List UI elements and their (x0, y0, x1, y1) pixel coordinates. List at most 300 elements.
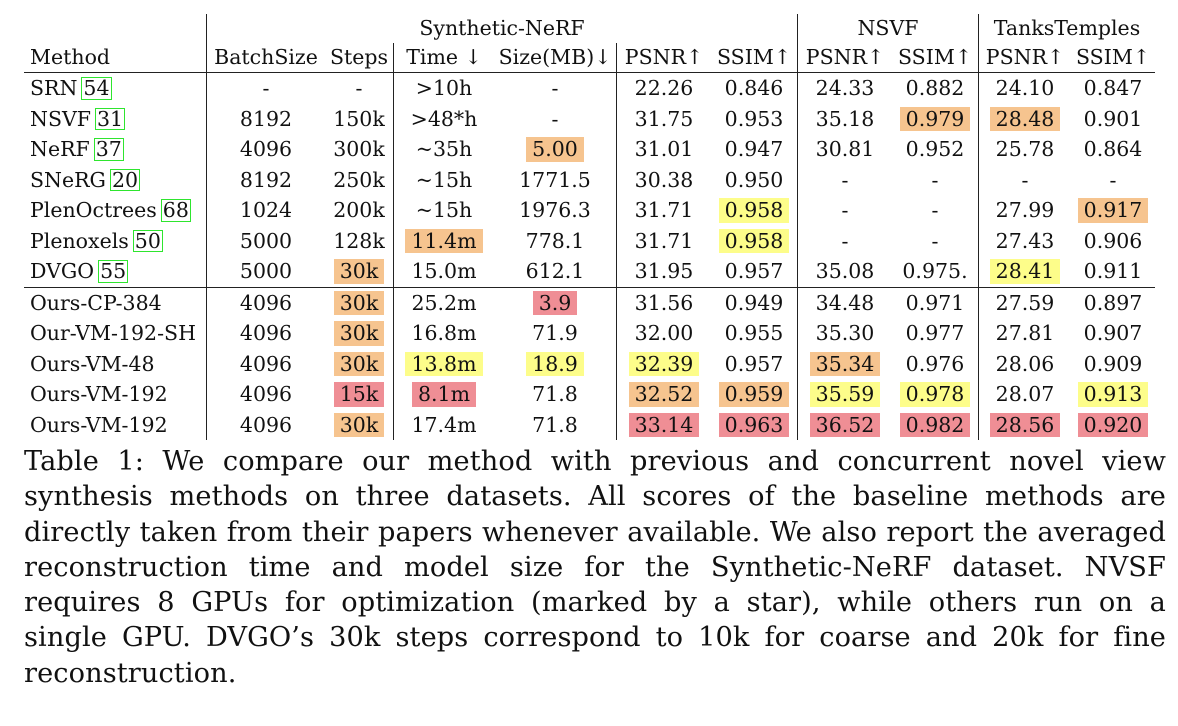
cell-psnr-synthetic-value: 31.71 (634, 228, 694, 253)
cell-method (24, 410, 207, 441)
cell-time (394, 104, 495, 135)
cell-steps (325, 349, 394, 380)
cell-time (394, 165, 495, 196)
cell-size (494, 134, 617, 165)
cell-ssim-tanks (1071, 226, 1155, 257)
cell-size (494, 410, 617, 441)
cell-ssim-synthetic (711, 349, 798, 380)
cell-time (394, 287, 495, 318)
cell-time-value: 25.2m (411, 290, 477, 315)
table-row (24, 195, 1155, 226)
cell-method (24, 104, 207, 135)
col-header-method: Method (24, 43, 207, 73)
cell-ssim-synthetic-value: 0.846 (724, 76, 784, 100)
cell-psnr-synthetic (617, 134, 712, 165)
cell-method (24, 134, 207, 165)
cell-ssim-tanks (1071, 349, 1155, 380)
cell-ssim-synthetic (711, 410, 798, 441)
cell-time (394, 318, 495, 349)
method-name: Ours-CP-384 (30, 290, 162, 315)
cell-psnr-tanks (979, 104, 1072, 135)
cell-size (494, 287, 617, 318)
cell-ssim-tanks-value: 0.906 (1083, 228, 1143, 253)
cell-method (24, 349, 207, 380)
cell-batchsize (207, 318, 326, 349)
group-header-nsvf: NSVF (798, 14, 979, 43)
cell-batchsize-value: 4096 (239, 290, 293, 315)
cell-method (24, 195, 207, 226)
cell-ssim-nsvf-value: 0.976 (905, 351, 965, 376)
cell-time (394, 226, 495, 257)
cell-time-value: ~15h (415, 167, 473, 192)
cell-ssim-synthetic (711, 165, 798, 196)
cell-time (394, 410, 495, 441)
cell-psnr-synthetic-value: 32.39 (629, 352, 700, 377)
cell-ssim-synthetic-value: 0.949 (724, 290, 784, 315)
cell-ssim-tanks-value: 0.917 (1078, 198, 1149, 223)
cell-time-value: 17.4m (411, 412, 477, 437)
caption-line: synthesis methods on three datasets. All scores of the baseline methods are (24, 481, 1166, 513)
cell-size (494, 104, 617, 135)
cell-steps (325, 73, 394, 104)
cell-time-value: 11.4m (405, 229, 482, 254)
cell-psnr-synthetic-value: 30.38 (634, 167, 694, 192)
cell-ssim-nsvf (892, 256, 979, 287)
cell-psnr-synthetic-value: 31.95 (634, 259, 694, 283)
method-name: NSVF (30, 106, 92, 131)
cell-size (494, 379, 617, 410)
cell-size-value: 71.9 (532, 321, 578, 345)
cell-ssim-tanks-value: 0.901 (1083, 106, 1143, 131)
cell-ssim-synthetic (711, 256, 798, 287)
cell-psnr-synthetic (617, 349, 712, 380)
caption-line: requires 8 GPUs for optimization (marked by a star), while others run on a (24, 587, 1166, 619)
table-column-header-row (24, 43, 1155, 73)
cell-size (494, 349, 617, 380)
group-header-tanks: TanksTemples (979, 14, 1156, 43)
cell-ssim-tanks (1071, 195, 1155, 226)
cell-steps (325, 379, 394, 410)
cell-psnr-synthetic-value: 31.75 (634, 106, 694, 131)
cell-size-value: 71.8 (532, 412, 578, 437)
cell-ssim-nsvf-value: - (931, 198, 939, 222)
cell-ssim-nsvf-value: 0.975. (902, 259, 968, 283)
cell-size-value: 71.8 (532, 382, 578, 406)
cell-batchsize-value: - (262, 76, 270, 100)
cell-psnr-synthetic (617, 379, 712, 410)
cell-ssim-nsvf (892, 349, 979, 380)
cell-steps (325, 256, 394, 287)
cell-psnr-tanks (979, 379, 1072, 410)
cell-psnr-nsvf-value: 35.34 (810, 352, 881, 377)
cell-ssim-synthetic (711, 195, 798, 226)
cell-size (494, 195, 617, 226)
col-header-batchsize: BatchSize (207, 43, 326, 73)
table-row (24, 134, 1155, 165)
table-body (24, 73, 1155, 441)
cell-steps-value: 300k (333, 137, 385, 161)
cell-batchsize (207, 410, 326, 441)
cell-psnr-nsvf-value: 35.30 (815, 321, 875, 345)
cell-psnr-nsvf (798, 256, 893, 287)
cell-batchsize (207, 287, 326, 318)
cell-ssim-nsvf-value: 0.882 (905, 76, 965, 100)
cell-psnr-tanks (979, 349, 1072, 380)
citation-link[interactable]: 50 (134, 228, 161, 253)
table-row (24, 165, 1155, 196)
cell-steps-value: 150k (333, 106, 385, 131)
cell-psnr-nsvf (798, 318, 893, 349)
cell-psnr-tanks (979, 287, 1072, 318)
cell-batchsize-value: 1024 (239, 198, 293, 222)
cell-steps-value: 30k (334, 413, 385, 438)
cell-batchsize (207, 165, 326, 196)
col-header-ssim-tanks: SSIM↑ (1071, 43, 1155, 73)
cell-psnr-tanks (979, 226, 1072, 257)
cell-method (24, 318, 207, 349)
cell-psnr-tanks-value: 28.07 (995, 382, 1055, 406)
citation-link[interactable]: 55 (100, 259, 127, 283)
cell-batchsize (207, 349, 326, 380)
cell-size-value: 5.00 (526, 137, 584, 162)
cell-ssim-nsvf (892, 134, 979, 165)
cell-psnr-nsvf-value: 35.18 (815, 106, 875, 131)
cell-psnr-synthetic (617, 410, 712, 441)
cell-ssim-tanks (1071, 287, 1155, 318)
table-row (24, 256, 1155, 287)
cell-ssim-nsvf-value: 0.979 (900, 107, 971, 132)
cell-ssim-synthetic-value: 0.963 (719, 413, 790, 438)
cell-psnr-tanks-value: 28.48 (990, 107, 1061, 132)
cell-psnr-nsvf (798, 165, 893, 196)
col-header-psnr-nsvf: PSNR↑ (798, 43, 893, 73)
cell-psnr-tanks-value: - (1021, 167, 1029, 192)
cell-size-value: 3.9 (533, 291, 578, 316)
cell-size (494, 318, 617, 349)
cell-method (24, 379, 207, 410)
cell-ssim-tanks (1071, 104, 1155, 135)
cell-psnr-nsvf-value: 36.52 (810, 413, 881, 438)
citation-link[interactable]: 20 (111, 167, 139, 192)
cell-ssim-nsvf (892, 195, 979, 226)
method-name: DVGO (30, 259, 95, 283)
cell-psnr-tanks (979, 195, 1072, 226)
cell-batchsize-value: 4096 (239, 137, 293, 161)
citation-link[interactable]: 37 (95, 137, 122, 161)
cell-ssim-synthetic-value: 0.955 (724, 321, 784, 345)
cell-ssim-nsvf-value: 0.977 (905, 321, 965, 345)
cell-steps (325, 195, 394, 226)
cell-psnr-synthetic (617, 226, 712, 257)
cell-psnr-synthetic (617, 318, 712, 349)
cell-time-value: ~35h (415, 137, 473, 161)
cell-psnr-synthetic-value: 22.26 (634, 76, 694, 100)
cell-ssim-synthetic (711, 134, 798, 165)
cell-psnr-nsvf-value: - (841, 167, 849, 192)
col-header-psnr-tanks: PSNR↑ (979, 43, 1072, 73)
method-name: Plenoxels (30, 228, 129, 253)
cell-ssim-tanks (1071, 379, 1155, 410)
cell-steps-value: 30k (334, 352, 385, 377)
caption-line: directly taken from their papers whenever available. We also report the averaged (24, 516, 1166, 548)
table-row (24, 349, 1155, 380)
cell-psnr-synthetic-value: 32.00 (634, 321, 694, 345)
cell-steps-value: - (355, 76, 363, 100)
cell-ssim-tanks (1071, 165, 1155, 196)
results-table (24, 14, 1155, 440)
cell-size (494, 226, 617, 257)
cell-batchsize (207, 134, 326, 165)
cell-ssim-tanks-value: 0.897 (1083, 290, 1143, 315)
col-header-steps: Steps (325, 43, 394, 73)
table-row (24, 379, 1155, 410)
cell-ssim-tanks (1071, 410, 1155, 441)
cell-psnr-tanks-value: 24.10 (995, 76, 1055, 100)
cell-psnr-tanks-value: 27.43 (995, 228, 1055, 253)
table-row (24, 73, 1155, 104)
cell-size (494, 73, 617, 104)
cell-psnr-synthetic (617, 287, 712, 318)
cell-psnr-nsvf (798, 104, 893, 135)
cell-batchsize (207, 379, 326, 410)
cell-psnr-nsvf (798, 349, 893, 380)
table-row (24, 318, 1155, 349)
method-name: SRN (30, 76, 78, 100)
cell-steps-value: 30k (334, 291, 385, 316)
col-header-time: Time ↓ (394, 43, 495, 73)
cell-ssim-tanks (1071, 134, 1155, 165)
cell-psnr-tanks-value: 28.41 (990, 259, 1061, 284)
cell-ssim-synthetic (711, 318, 798, 349)
cell-psnr-synthetic (617, 165, 712, 196)
cell-size-value: 1976.3 (519, 198, 591, 222)
cell-ssim-synthetic (711, 226, 798, 257)
cell-psnr-synthetic (617, 195, 712, 226)
cell-psnr-nsvf-value: 24.33 (815, 76, 875, 100)
cell-ssim-tanks-value: 0.864 (1083, 137, 1143, 161)
cell-ssim-nsvf (892, 410, 979, 441)
cell-ssim-tanks-value: 0.909 (1083, 351, 1143, 376)
method-name: Ours-VM-192 (30, 412, 168, 437)
cell-batchsize (207, 195, 326, 226)
cell-batchsize (207, 226, 326, 257)
cell-ssim-nsvf-value: 0.971 (905, 290, 965, 315)
cell-batchsize-value: 4096 (239, 321, 293, 345)
cell-psnr-tanks (979, 256, 1072, 287)
cell-method (24, 226, 207, 257)
cell-steps (325, 318, 394, 349)
cell-size-value: 778.1 (525, 228, 585, 253)
cell-batchsize-value: 5000 (239, 259, 293, 283)
cell-ssim-nsvf (892, 165, 979, 196)
cell-steps (325, 226, 394, 257)
cell-steps-value: 200k (333, 198, 385, 222)
cell-psnr-nsvf (798, 287, 893, 318)
cell-size-value: - (551, 106, 559, 131)
cell-method (24, 73, 207, 104)
cell-ssim-synthetic (711, 104, 798, 135)
cell-ssim-nsvf (892, 318, 979, 349)
cell-ssim-tanks-value: 0.913 (1078, 382, 1149, 407)
cell-psnr-tanks-value: 25.78 (995, 137, 1055, 161)
cell-time-value: ~15h (415, 198, 473, 222)
cell-steps (325, 165, 394, 196)
cell-psnr-nsvf (798, 226, 893, 257)
cell-ssim-tanks-value: 0.847 (1083, 76, 1143, 100)
cell-ssim-tanks-value: 0.907 (1083, 321, 1143, 345)
cell-psnr-synthetic (617, 256, 712, 287)
cell-psnr-nsvf-value: 34.48 (815, 290, 875, 315)
cell-ssim-synthetic (711, 73, 798, 104)
cell-method (24, 256, 207, 287)
cell-psnr-tanks (979, 410, 1072, 441)
cell-ssim-synthetic-value: 0.953 (724, 106, 784, 131)
cell-ssim-nsvf (892, 287, 979, 318)
caption-line: single GPU. DVGO’s 30k steps correspond to 10k for coarse and 20k for fine (24, 622, 1166, 654)
cell-ssim-synthetic (711, 379, 798, 410)
method-name: SNeRG (30, 167, 106, 192)
cell-size-value: 612.1 (525, 259, 585, 283)
cell-psnr-tanks (979, 165, 1072, 196)
cell-steps (325, 410, 394, 441)
cell-psnr-synthetic-value: 32.52 (629, 382, 700, 407)
table-row (24, 287, 1155, 318)
cell-ssim-synthetic-value: 0.958 (719, 198, 790, 223)
cell-psnr-synthetic-value: 31.01 (634, 137, 694, 161)
cell-ssim-nsvf (892, 104, 979, 135)
table-group-header-row (24, 14, 1155, 43)
citation-link[interactable]: 54 (83, 76, 110, 100)
cell-psnr-tanks-value: 28.56 (990, 413, 1061, 438)
cell-time-value: 13.8m (405, 352, 482, 377)
method-name: Ours-VM-192 (30, 382, 168, 406)
cell-ssim-nsvf-value: 0.982 (900, 413, 971, 438)
cell-time-value: 15.0m (411, 259, 477, 283)
cell-psnr-tanks-value: 27.59 (995, 290, 1055, 315)
cell-method (24, 165, 207, 196)
cell-steps-value: 30k (334, 259, 385, 284)
cell-ssim-synthetic-value: 0.959 (719, 382, 790, 407)
cell-batchsize (207, 73, 326, 104)
cell-batchsize-value: 4096 (239, 351, 293, 376)
citation-link[interactable]: 31 (97, 106, 124, 131)
cell-time-value: 16.8m (411, 321, 477, 345)
cell-ssim-tanks (1071, 256, 1155, 287)
cell-batchsize-value: 4096 (239, 382, 293, 406)
cell-steps (325, 134, 394, 165)
cell-steps (325, 104, 394, 135)
col-header-ssim-nsvf: SSIM↑ (892, 43, 979, 73)
col-header-ssim-synthetic: SSIM↑ (711, 43, 798, 73)
col-header-psnr-synthetic: PSNR↑ (617, 43, 712, 73)
table-row (24, 104, 1155, 135)
method-name: PlenOctrees (30, 198, 157, 222)
method-name: NeRF (30, 137, 90, 161)
cell-psnr-synthetic-value: 33.14 (629, 413, 700, 438)
cell-psnr-tanks-value: 28.06 (995, 351, 1055, 376)
cell-steps (325, 287, 394, 318)
cell-psnr-synthetic (617, 104, 712, 135)
cell-psnr-tanks-value: 27.81 (995, 321, 1055, 345)
cell-ssim-nsvf (892, 73, 979, 104)
table-row (24, 226, 1155, 257)
cell-psnr-nsvf-value: - (841, 198, 849, 222)
cell-batchsize-value: 4096 (239, 412, 293, 437)
cell-psnr-tanks (979, 318, 1072, 349)
cell-steps-value: 128k (333, 228, 385, 253)
cell-psnr-nsvf (798, 195, 893, 226)
cell-time-value: >10h (415, 76, 473, 100)
cell-ssim-tanks (1071, 318, 1155, 349)
cell-psnr-tanks (979, 73, 1072, 104)
cell-ssim-tanks-value: - (1109, 167, 1117, 192)
cell-ssim-nsvf-value: 0.952 (905, 137, 965, 161)
cell-ssim-nsvf (892, 379, 979, 410)
caption-line: reconstruction. (24, 657, 237, 689)
cell-psnr-synthetic-value: 31.56 (634, 290, 694, 315)
cell-ssim-nsvf-value: - (931, 167, 939, 192)
cell-psnr-tanks-value: 27.99 (995, 198, 1055, 222)
results-table-container (24, 14, 1170, 440)
cell-psnr-nsvf-value: 30.81 (815, 137, 875, 161)
cell-psnr-nsvf-value: 35.59 (810, 382, 881, 407)
cell-size (494, 165, 617, 196)
cell-size (494, 256, 617, 287)
cell-psnr-synthetic (617, 73, 712, 104)
cell-ssim-synthetic-value: 0.947 (724, 137, 784, 161)
caption-line: reconstruction time and model size for the Synthetic-NeRF dataset. NVSF (24, 551, 1166, 583)
cell-batchsize (207, 104, 326, 135)
cell-psnr-synthetic-value: 31.71 (634, 198, 694, 222)
cell-steps-value: 250k (333, 167, 385, 192)
cell-psnr-nsvf (798, 379, 893, 410)
cell-ssim-nsvf-value: - (931, 228, 939, 253)
cell-steps-value: 15k (334, 382, 385, 407)
cell-ssim-synthetic-value: 0.957 (724, 259, 784, 283)
cell-psnr-nsvf (798, 73, 893, 104)
cell-method (24, 287, 207, 318)
cell-time (394, 73, 495, 104)
cell-ssim-tanks (1071, 73, 1155, 104)
cell-ssim-nsvf-value: 0.978 (900, 382, 971, 407)
cell-time-value: >48*h (410, 106, 478, 131)
cell-ssim-tanks-value: 0.920 (1078, 413, 1149, 438)
cell-time (394, 256, 495, 287)
cell-psnr-nsvf-value: - (841, 228, 849, 253)
cell-psnr-nsvf (798, 410, 893, 441)
cell-batchsize (207, 256, 326, 287)
group-header-synthetic: Synthetic-NeRF (207, 14, 798, 43)
cell-batchsize-value: 8192 (239, 167, 293, 192)
cell-time-value: 8.1m (412, 382, 476, 407)
cell-steps-value: 30k (334, 321, 385, 346)
cell-ssim-synthetic (711, 287, 798, 318)
cell-ssim-synthetic-value: 0.950 (724, 167, 784, 192)
method-name: Our-VM-192-SH (30, 321, 196, 345)
cell-psnr-nsvf-value: 35.08 (815, 259, 875, 283)
col-header-size: Size(MB)↓ (494, 43, 617, 73)
table-caption (24, 444, 1166, 691)
cell-ssim-synthetic-value: 0.957 (724, 351, 784, 376)
citation-link[interactable]: 68 (162, 198, 189, 222)
caption-line: Table 1: We compare our method with previous and concurrent novel view (24, 446, 1166, 477)
cell-ssim-nsvf (892, 226, 979, 257)
cell-time (394, 349, 495, 380)
cell-time (394, 379, 495, 410)
cell-size-value: - (551, 76, 559, 100)
table-row (24, 410, 1155, 441)
cell-time (394, 134, 495, 165)
